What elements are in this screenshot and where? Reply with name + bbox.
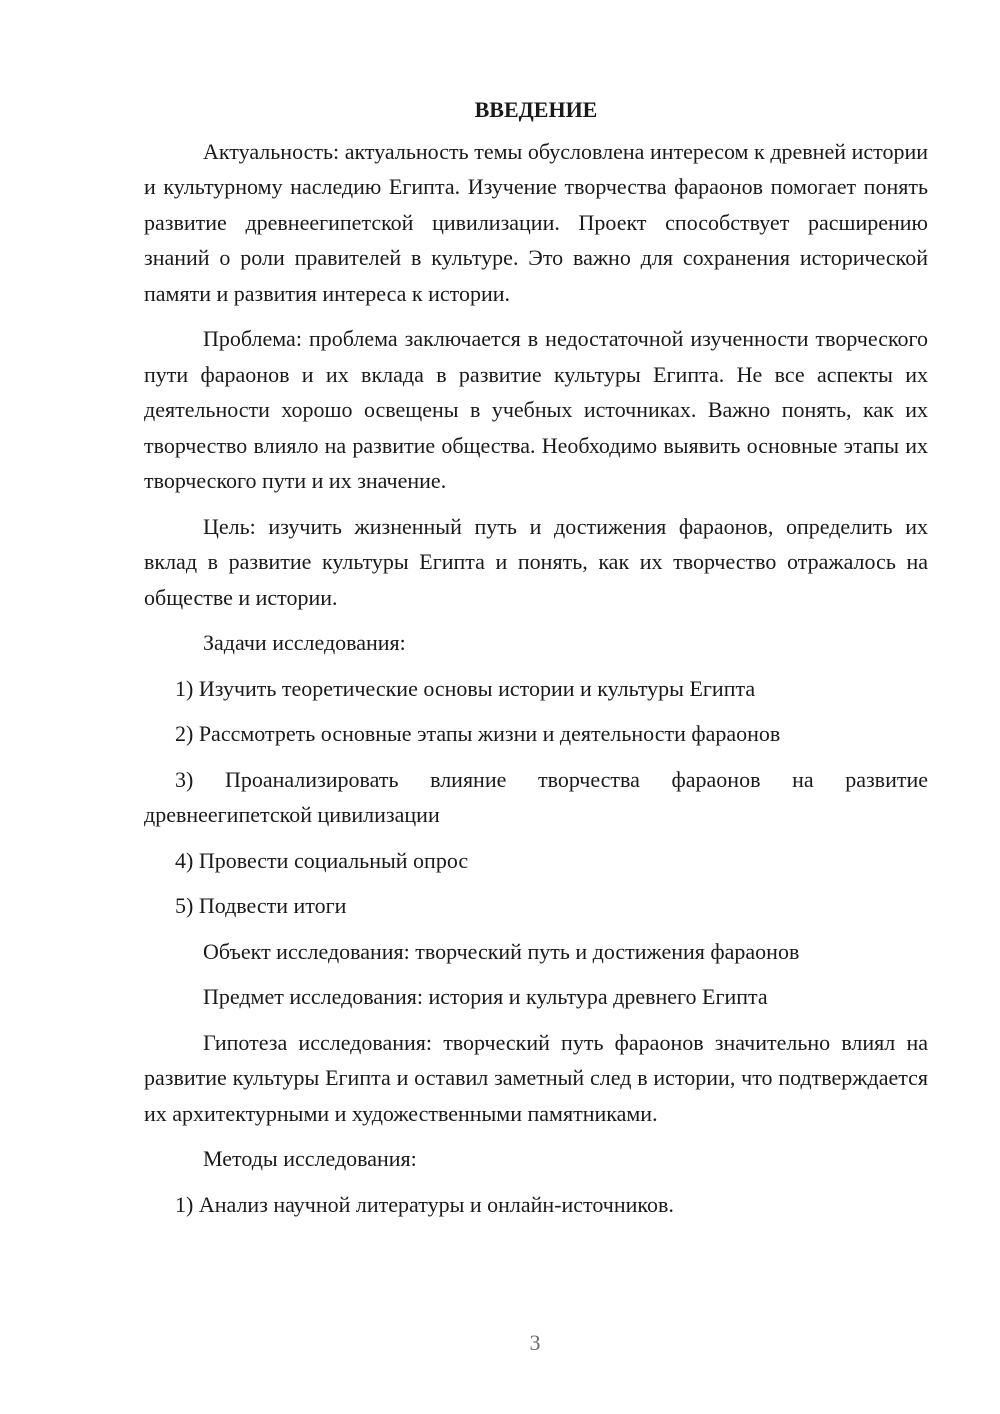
section-title: ВВЕДЕНИЕ xyxy=(474,97,598,122)
method-item-1: 1) Анализ научной литературы и онлайн-источников. xyxy=(175,1191,674,1217)
methods-heading: Методы исследования: xyxy=(203,1146,417,1171)
research-object: Объект исследования: творческий путь и достижения фараонов xyxy=(203,938,800,964)
relevance-paragraph: Актуальность: актуальность темы обусловлена интересом к древней истории и культурному наследию Египта. Изучение творчества фараонов помогает понять развитие древнеегипетской цивилизации. Проект способствует расширению знаний о роли правителей в культуре. Это важно для сохранения исторической памяти и развития интереса к истории. xyxy=(144,138,928,306)
task-item-1: 1) Изучить теоретические основы истории и культуры Египта xyxy=(175,675,756,701)
research-hypothesis: Гипотеза исследования: творческий путь фараонов значительно влиял на развитие культуры Египта и оставил заметный след в истории, что подтверждается их архитектурными и художественными памятниками. xyxy=(144,1029,928,1126)
task-item-5: 5) Подвести итоги xyxy=(175,893,347,918)
task-item-2: 2) Рассмотреть основные этапы жизни и деятельности фараонов xyxy=(175,721,781,746)
task-item-4: 4) Провести социальный опрос xyxy=(175,847,469,873)
problem-paragraph: Проблема: проблема заключается в недостаточной изученности творческого пути фараонов и их вклада в развитие культуры Египта. Не все аспекты их деятельности хорошо освещены в учебных источниках. Важно понять, как их творчество влияло на развитие общества. Необходимо выявить основные этапы их творческого пути и их значение. xyxy=(144,326,928,493)
document-page xyxy=(144,92,928,1232)
research-subject: Предмет исследования: история и культура древнего Египта xyxy=(203,984,768,1009)
page-number: 3 xyxy=(529,1330,541,1355)
goal-paragraph: Цель: изучить жизненный путь и достижения фараонов, определить их вклад в развитие культуры Египта и понять, как их творчество отражалось на обществе и истории. xyxy=(144,513,928,610)
task-item-3: 3) Проанализировать влияние творчества фараонов на развитие древнеегипетской цивилизации xyxy=(144,766,928,827)
tasks-heading: Задачи исследования: xyxy=(203,630,406,655)
